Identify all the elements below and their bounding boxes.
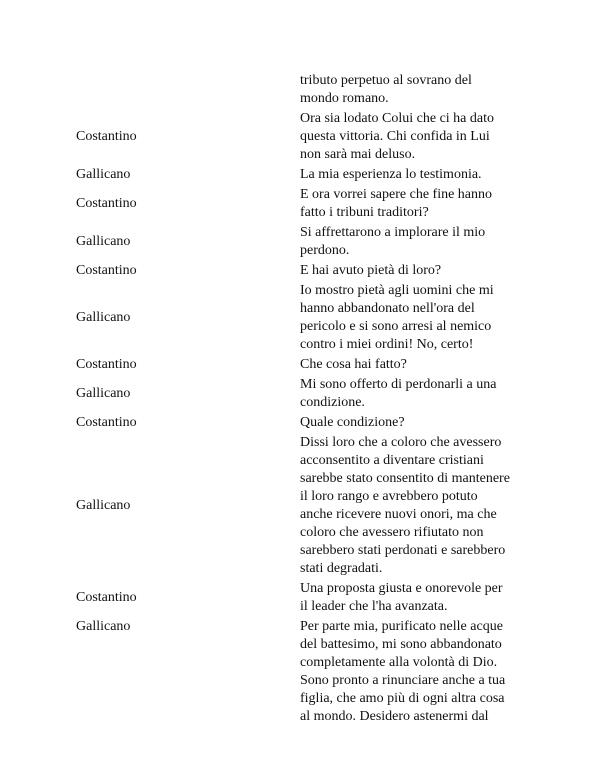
dialogue-line: contro i miei ordini! No, certo! — [300, 337, 474, 352]
speaker-name: Gallicano — [76, 619, 131, 634]
dialogue-line: al mondo. Desidero astenermi dal — [300, 709, 489, 724]
dialogue-row — [76, 224, 536, 260]
dialogue-script — [76, 72, 536, 728]
dialogue-row — [76, 110, 536, 164]
dialogue-text — [300, 72, 536, 108]
dialogue-line: Sono pronto a rinunciare anche a tua — [300, 673, 506, 688]
dialogue-row — [76, 282, 536, 354]
dialogue-text — [300, 166, 536, 184]
dialogue-line: E ora vorrei sapere che fine hanno — [300, 187, 493, 202]
dialogue-row — [76, 580, 536, 616]
speaker-name: Gallicano — [76, 386, 131, 401]
dialogue-text — [300, 414, 536, 432]
dialogue-row — [76, 434, 536, 578]
dialogue-line: acconsentito a diventare cristiani — [300, 453, 484, 468]
dialogue-line: Una proposta giusta e onorevole per — [300, 581, 503, 596]
dialogue-line: Ora sia lodato Colui che ci ha dato — [300, 111, 494, 126]
dialogue-text — [300, 224, 536, 260]
dialogue-line: Mi sono offerto di perdonarli a una — [300, 377, 497, 392]
speaker-name: Costantino — [76, 415, 137, 430]
dialogue-line: sarebbe stato consentito di mantenere — [300, 471, 510, 486]
dialogue-line: Dissi loro che a coloro che avessero — [300, 435, 502, 450]
dialogue-line: Per parte mia, purificato nelle acque — [300, 619, 503, 634]
dialogue-line: completamente alla volontà di Dio. — [300, 655, 498, 670]
dialogue-row — [76, 414, 536, 432]
dialogue-row — [76, 618, 536, 726]
speaker-name: Gallicano — [76, 167, 131, 182]
dialogue-line: sarebbero stati perdonati e sarebbero — [300, 543, 506, 558]
dialogue-line: tributo perpetuo al sovrano del — [300, 73, 472, 88]
speaker-name: Gallicano — [76, 498, 131, 513]
dialogue-text — [300, 186, 536, 222]
dialogue-line: La mia esperienza lo testimonia. — [300, 167, 482, 182]
dialogue-line: pericolo e si sono arresi al nemico — [300, 319, 492, 334]
dialogue-line: condizione. — [300, 395, 365, 410]
dialogue-line: questa vittoria. Chi confida in Lui — [300, 129, 490, 144]
speaker-name: Costantino — [76, 590, 137, 605]
dialogue-text — [300, 434, 536, 578]
dialogue-line: Si affrettarono a implorare il mio — [300, 225, 486, 240]
speaker-name: Costantino — [76, 357, 137, 372]
dialogue-line: Io mostro pietà agli uomini che mi — [300, 283, 494, 298]
dialogue-line: stati degradati. — [300, 561, 383, 576]
dialogue-line: mondo romano. — [300, 91, 389, 106]
dialogue-row — [76, 262, 536, 280]
dialogue-row — [76, 186, 536, 222]
dialogue-text — [300, 282, 536, 354]
dialogue-line: non sarà mai deluso. — [300, 147, 416, 162]
speaker-name: Costantino — [76, 263, 137, 278]
dialogue-text — [300, 618, 536, 726]
dialogue-line: anche ricevere nuovi onori, ma che — [300, 507, 497, 522]
dialogue-line: del battesimo, mi sono abbandonato — [300, 637, 502, 652]
dialogue-line: il loro rango e avrebbero potuto — [300, 489, 478, 504]
dialogue-text — [300, 356, 536, 374]
speaker-name: Costantino — [76, 196, 137, 211]
speaker-name: Costantino — [76, 129, 137, 144]
dialogue-row — [76, 376, 536, 412]
speaker-name: Gallicano — [76, 310, 131, 325]
dialogue-line: il leader che l'ha avanzata. — [300, 599, 448, 614]
dialogue-line: Che cosa hai fatto? — [300, 357, 407, 372]
dialogue-line: coloro che avessero rifiutato non — [300, 525, 484, 540]
dialogue-line: hanno abbandonato nell'ora del — [300, 301, 475, 316]
dialogue-text — [300, 580, 536, 616]
dialogue-line: perdono. — [300, 243, 350, 258]
dialogue-line: fatto i tribuni traditori? — [300, 205, 429, 220]
dialogue-row — [76, 166, 536, 184]
dialogue-text — [300, 376, 536, 412]
dialogue-line: figlia, che amo più di ogni altra cosa — [300, 691, 505, 706]
dialogue-text — [300, 110, 536, 164]
speaker-name: Gallicano — [76, 234, 131, 249]
dialogue-line: Quale condizione? — [300, 415, 405, 430]
dialogue-text — [300, 262, 536, 280]
dialogue-row — [76, 356, 536, 374]
dialogue-row — [76, 72, 536, 108]
dialogue-line: E hai avuto pietà di loro? — [300, 263, 442, 278]
